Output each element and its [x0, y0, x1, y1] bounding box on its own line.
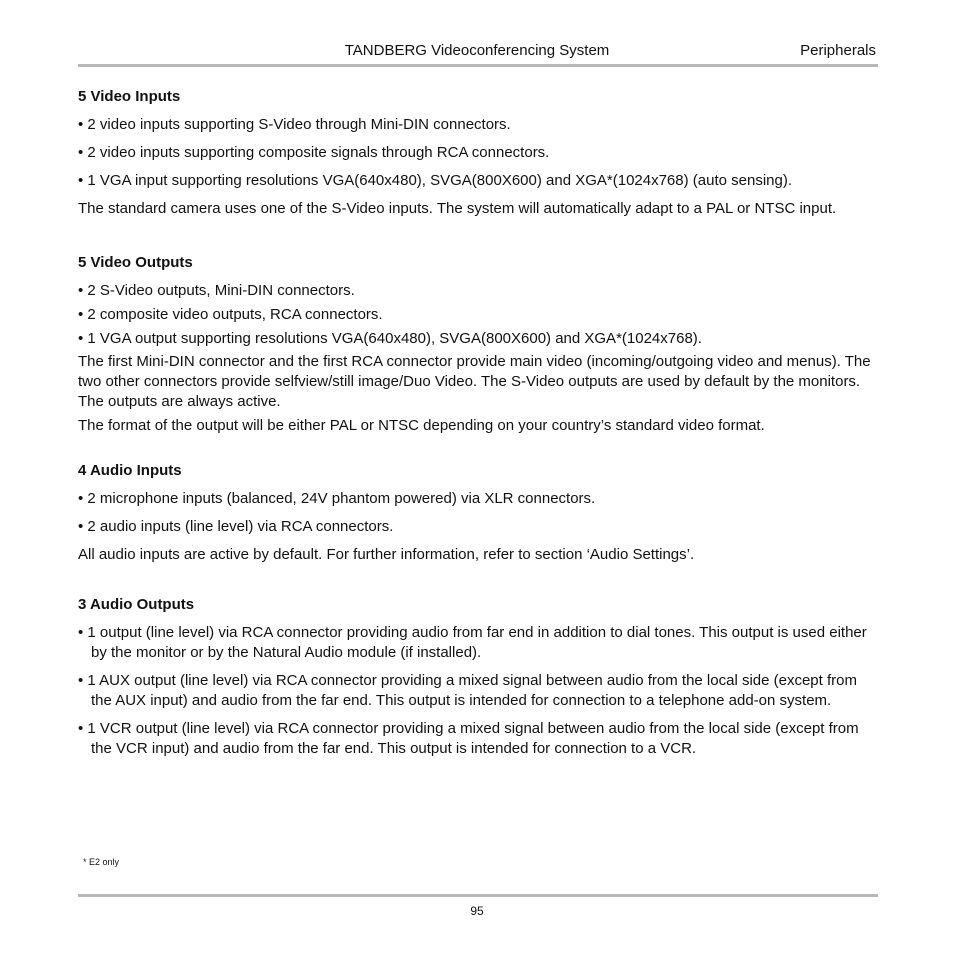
list-item: • 1 VCR output (line level) via RCA connector providing a mixed signal between audio from the local side (except from the VCR input) and audio from the far end. This output is intended for connection to a VCR. [78, 720, 859, 757]
list-item: • 1 output (line level) via RCA connector providing audio from far end in addition to dial tones. This output is used either by the monitor or by the Natural Audio module (if installed). [78, 624, 867, 661]
list-item: • 2 video inputs supporting composite signals through RCA connectors. [78, 144, 550, 161]
audio-inputs-heading: 4 Audio Inputs [78, 462, 182, 479]
list-item: • 2 microphone inputs (balanced, 24V phantom powered) via XLR connectors. [78, 490, 596, 507]
page-body [78, 87, 878, 759]
list-item: • 1 VGA output supporting resolutions VGA(640x480), SVGA(800X600) and XGA*(1024x768). [78, 330, 702, 347]
list-item: • 2 S-Video outputs, Mini-DIN connectors. [78, 282, 355, 299]
document-title: TANDBERG Videoconferencing System [344, 42, 610, 59]
audio-outputs-heading: 3 Audio Outputs [78, 596, 195, 613]
list-item: • 1 VGA input supporting resolutions VGA(640x480), SVGA(800X600) and XGA*(1024x768) (auto sensing). [78, 172, 793, 189]
list-item: • 2 audio inputs (line level) via RCA connectors. [78, 518, 394, 535]
paragraph: The format of the output will be either PAL or NTSC depending on your country’s standard video format. [78, 417, 765, 434]
footer-rule [78, 894, 878, 897]
list-item: • 2 video inputs supporting S-Video through Mini-DIN connectors. [78, 116, 511, 133]
paragraph: The standard camera uses one of the S-Video inputs. The system will automatically adapt to a PAL or NTSC input. [78, 200, 837, 217]
list-item: • 1 AUX output (line level) via RCA connector providing a mixed signal between audio from the local side (except from the AUX input) and audio from the far end. This output is intended for connection to a telephone add-on system. [78, 672, 857, 709]
paragraph: All audio inputs are active by default. For further information, refer to section ‘Audio Settings’. [78, 546, 695, 563]
page-number: 95 [470, 904, 484, 918]
list-item: • 2 composite video outputs, RCA connectors. [78, 306, 383, 323]
page-header [78, 42, 876, 62]
footnote: * E2 only [83, 857, 120, 867]
paragraph: The first Mini-DIN connector and the first RCA connector provide main video (incoming/outgoing video and menus). The two other connectors provide selfview/still image/Duo Video. The S-Video outputs are used by default by the monitors. The outputs are always active. [78, 353, 871, 410]
video-inputs-heading: 5 Video Inputs [78, 88, 181, 105]
header-rule [78, 64, 878, 67]
video-outputs-heading: 5 Video Outputs [78, 254, 193, 271]
section-name: Peripherals [800, 42, 876, 59]
